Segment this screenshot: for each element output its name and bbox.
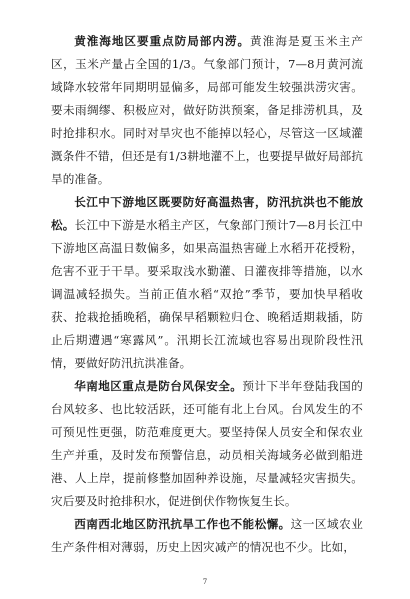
paragraph-huanan [51, 375, 363, 513]
paragraph-huanghuaihai [51, 30, 363, 191]
page-number: 7 [202, 578, 208, 586]
paragraph-lead: 长江中下游地区既要防好高温热害，防汛抗洪也不能放松。 [51, 195, 363, 232]
paragraph-body: 黄淮海是夏玉米主产区，玉米产量占全国的1/3。气象部门预计，7—8月黄河流域降水较常年同期明显偏多，局部可能发生较强洪涝灾害。要未雨绸缪、积极应对，做好防洪预案，备足排涝机具，及时抢排积水。同时对旱灾也不能掉以轻心，尽管这一区域灌溉条件不错，但还是有1/3耕地灌不上，也要提早做好局部抗旱的准备。 [51, 34, 363, 186]
paragraph-lead: 西南西北地区防汛抗旱工作也不能松懈。 [74, 517, 291, 531]
document-page [51, 30, 363, 559]
paragraph-changjiang [51, 191, 363, 375]
paragraph-xinan-xibei [51, 513, 363, 559]
paragraph-body: 预计下半年登陆我国的台风较多、也比较活跃，还可能有北上台风。台风发生的不可预见性更强，防范难度更大。要坚持保人员安全和保农业生产并重，及时发布预警信息，动员相关海域务必做到船进港、人上岸，提前修整加固种养设施，尽量减轻灾害损失。灾后要及时抢排积水，促进倒伏作物恢复生长。 [51, 379, 363, 508]
paragraph-lead: 华南地区重点是防台风保安全。 [74, 379, 243, 393]
paragraph-lead: 黄淮海地区要重点防局部内涝。 [74, 34, 251, 48]
paragraph-body: 长江中下游是水稻主产区，气象部门预计7—8月长江中下游地区高温日数偏多，如果高温热害碰上水稻开花授粉，危害不亚于干旱。要采取浅水勤灌、日灌夜排等措施，以水调温减轻损失。当前正值水稻“双抢”季节，要加快早稻收获、抢栽抢插晚稻，确保早稻颗粒归仓、晚稻适期栽插，防止后期遭遇“寒露风”。汛期长江流域也容易出现阶段性汛情，要做好防汛抗洪准备。 [51, 218, 363, 370]
paragraph-body: 这一区域农业生产条件相对薄弱，历史上因灾减产的情况也不少。比如， [51, 517, 363, 554]
